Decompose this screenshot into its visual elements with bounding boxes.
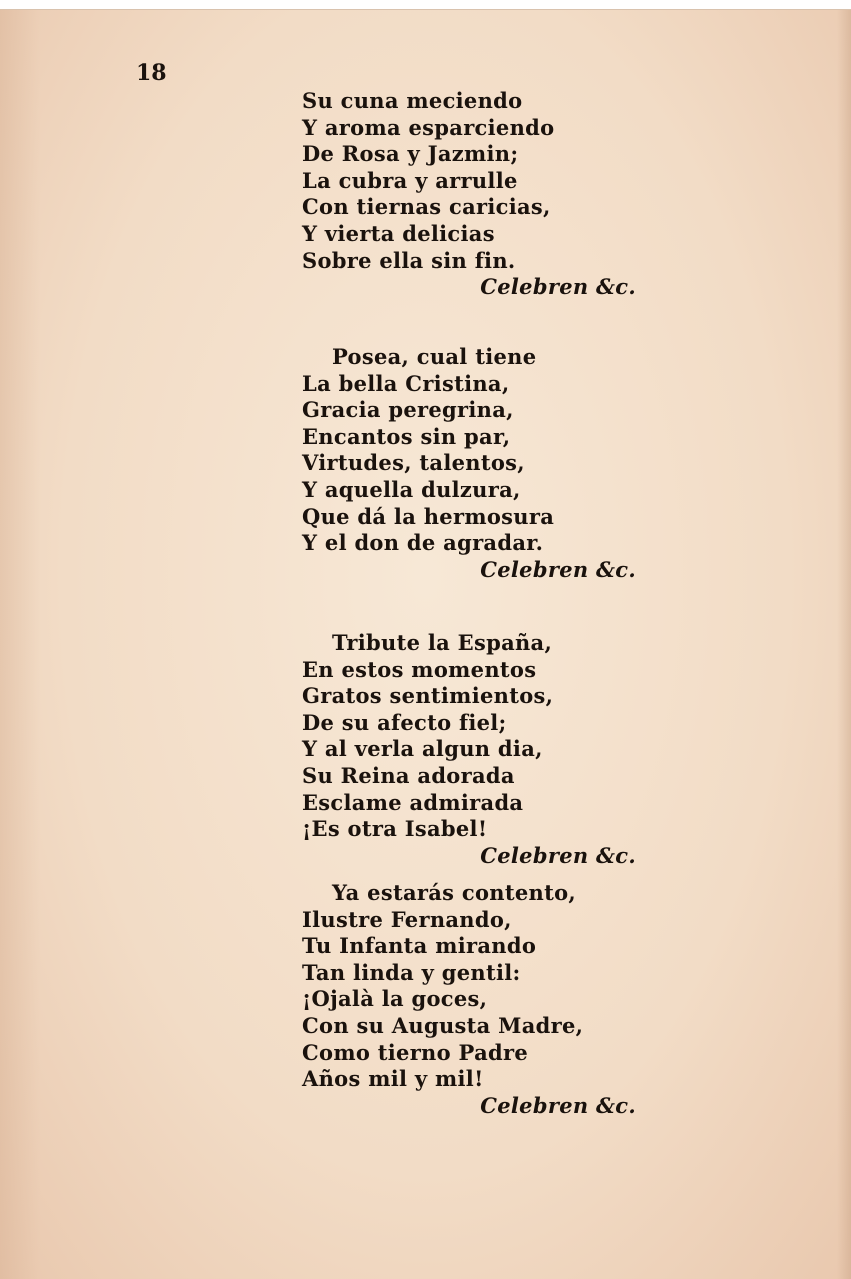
page-edge-shadow-right [837,0,851,1279]
verse-line: Y el don de agradar. [302,530,544,556]
verse-line: En estos momentos [302,656,537,682]
verse-line: ¡Ojalà la goces, [302,986,488,1012]
refrain-line: Celebren &c. [480,274,636,300]
verse-line: Su cuna meciendo [302,88,523,113]
verse-line: Como tierno Padre [302,1039,528,1065]
verse-line: Y al verla algun dia, [302,736,543,762]
verse-line: Y vierta delicias [302,220,495,246]
verse-line: Con su Augusta Madre, [302,1012,584,1038]
verse-line: Encantos sin par, [302,423,511,449]
verse-line: Tan linda y gentil: [302,959,521,985]
verse-line: Ya estarás contento, [332,880,576,905]
verse-line: La cubra y arrulle [302,167,518,193]
verse-line: De su afecto fiel; [302,709,507,735]
refrain-line: Celebren &c. [480,1092,636,1118]
verse-line: Ilustre Fernando, [302,906,512,932]
verse-line: Tu Infanta mirando [302,933,537,959]
verse-line: Tribute la España, [332,630,553,655]
verse-line: Y aroma esparciendo [302,114,555,140]
verse-line: De Rosa y Jazmin; [302,141,519,167]
refrain-line: Celebren &c. [480,556,636,582]
page-edge-shadow-left [0,0,40,1279]
verse-line: ¡Es otra Isabel! [302,816,488,842]
verse-line: Virtudes, talentos, [302,450,525,476]
stanza-3 [302,630,662,869]
verse-line: Años mil y mil! [302,1066,484,1092]
top-margin-strip [0,0,851,10]
stanza-1 [302,88,662,301]
page-number: 18 [136,60,167,86]
verse-line: Esclame admirada [302,789,524,815]
refrain-line: Celebren &c. [480,842,636,868]
verse-line: Y aquella dulzura, [302,476,521,502]
verse-line: Con tiernas caricias, [302,194,551,220]
verse-line: La bella Cristina, [302,370,510,396]
verse-line: Posea, cual tiene [332,344,537,369]
verse-line: Que dá la hermosura [302,503,555,529]
stanza-2 [302,344,662,583]
verse-line: Gratos sentimientos, [302,683,554,709]
verse-line: Sobre ella sin fin. [302,247,516,273]
stanza-4 [302,880,662,1119]
verse-line: Gracia peregrina, [302,397,514,423]
verse-line: Su Reina adorada [302,762,515,788]
